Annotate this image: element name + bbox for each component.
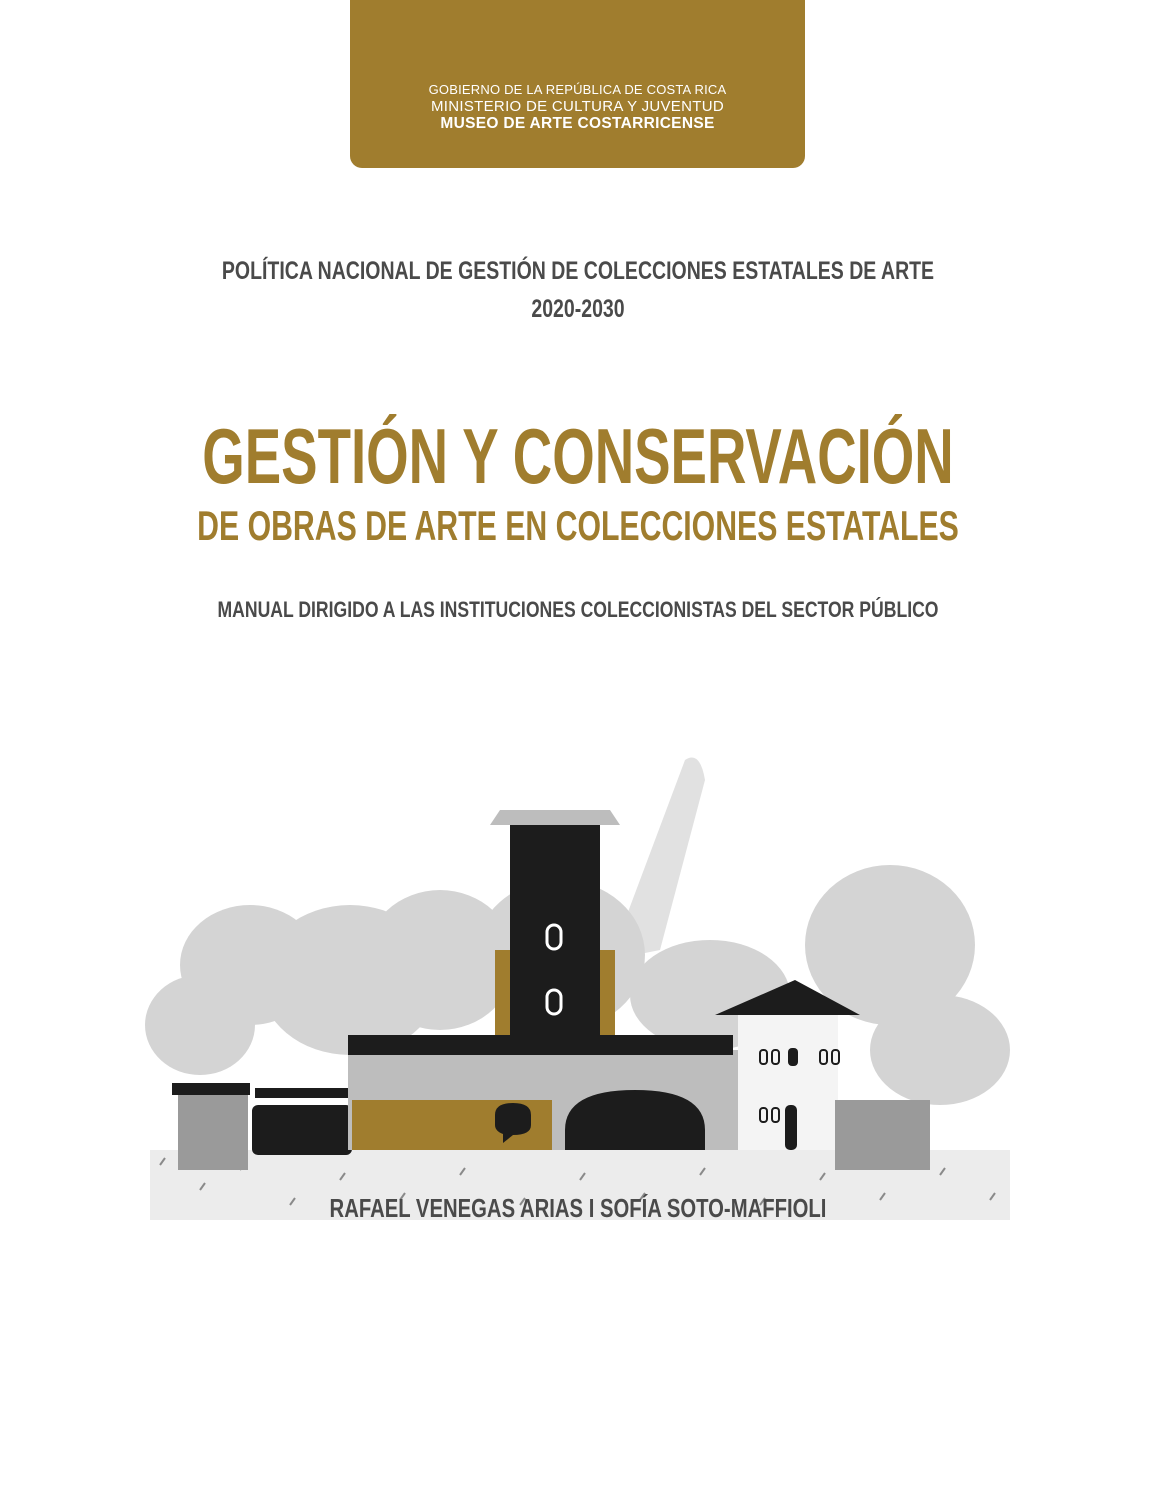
- document-title: GESTIÓN Y CONSERVACIÓN: [202, 412, 954, 500]
- ministry-name: MINISTERIO DE CULTURA Y JUVENTUD: [431, 98, 724, 115]
- policy-years: 2020-2030: [531, 295, 625, 323]
- museum-name: MUSEO DE ARTE COSTARRICENSE: [440, 115, 715, 132]
- institution-lines: [350, 81, 805, 132]
- document-subtitle: DE OBRAS DE ARTE EN COLECCIONES ESTATALES: [197, 502, 959, 549]
- policy-title-line: POLÍTICA NACIONAL DE GESTIÓN DE COLECCIONES ESTATALES DE ARTE: [221, 257, 935, 285]
- manual-description: MANUAL DIRIGIDO A LAS INSTITUCIONES COLECCIONISTAS DEL SECTOR PÚBLICO: [217, 597, 939, 622]
- institution-header: [350, 0, 805, 168]
- government-name: GOBIERNO DE LA REPÚBLICA DE COSTA RICA: [428, 82, 727, 97]
- authors: RAFAEL VENEGAS ARIAS I SOFÍA SOTO-MAFFIOLI: [329, 1193, 827, 1223]
- policy-title: [127, 252, 1029, 328]
- museum-building-illustration: [140, 750, 1020, 1230]
